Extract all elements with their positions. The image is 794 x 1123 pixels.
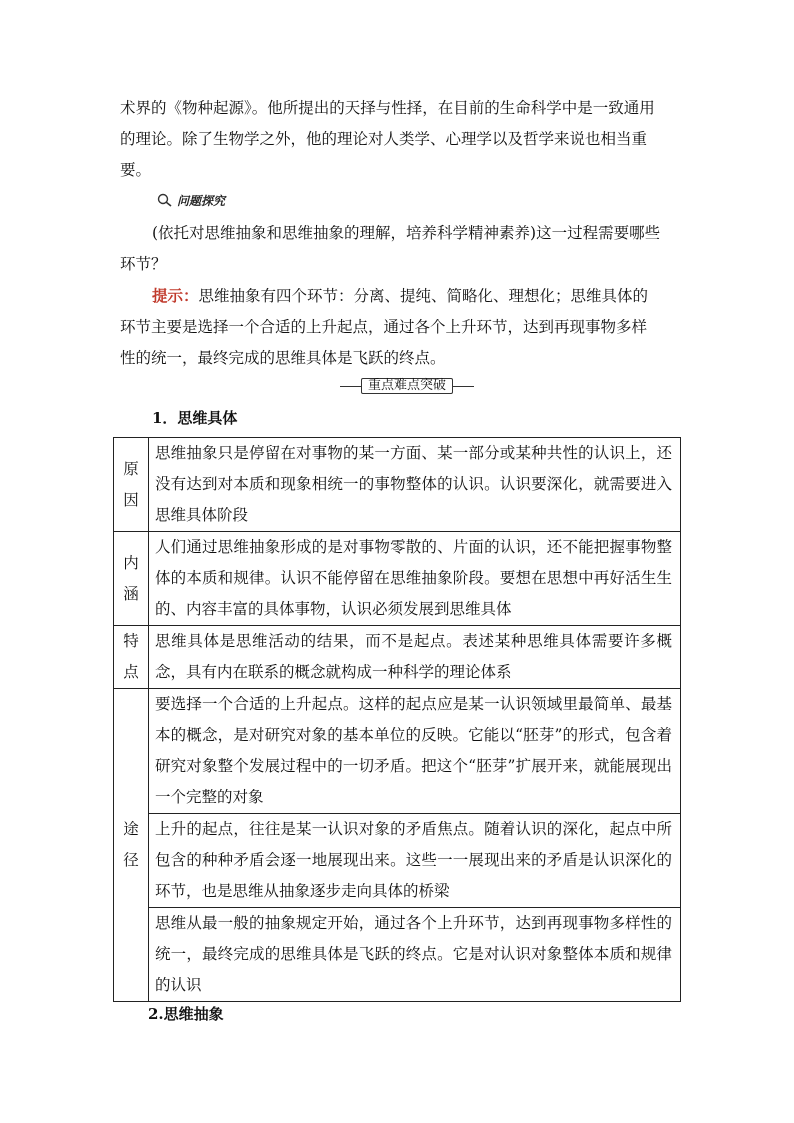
table-row	[114, 908, 681, 1002]
row-content: 上升的起点，往往是某一认识对象的矛盾焦点。随着认识的深化，起点中所包含的种种矛盾会逐一地展现出来。这些一一展现出来的矛盾是认识深化的环节，也是思维从抽象逐步走向具体的桥梁	[149, 814, 681, 908]
row-label: 途径	[114, 689, 149, 1002]
table-row	[114, 689, 681, 814]
row-content: 思维具体是思维活动的结果，而不是起点。表述某种思维具体需要许多概念，具有内在联系的概念就构成一种科学的理论体系	[149, 626, 681, 689]
magnifier-icon	[157, 193, 173, 207]
row-content: 思维从最一般的抽象规定开始，通过各个上升环节，达到再现事物多样性的统一，最终完成的思维具体是飞跃的终点。它是对认识对象整体本质和规律的认识	[149, 908, 681, 1002]
row-content: 要选择一个合适的上升起点。这样的起点应是某一认识领域里最简单、最基本的概念，是对研究对象的基本单位的反映。它能以“胚芽”的形式，包含着研究对象整个发展过程中的一切矛盾。把这个“胚芽”扩展开来，就能展现出一个完整的对象	[149, 689, 681, 814]
table-row	[114, 438, 681, 532]
section-title: 2.思维抽象	[148, 1005, 224, 1023]
hint-paragraph	[120, 280, 680, 374]
table-row	[114, 814, 681, 908]
table-row	[114, 626, 681, 689]
hint-line: 性的统一，最终完成的思维具体是飞跃的终点。	[120, 349, 446, 367]
intro-line: 要。	[120, 161, 152, 179]
row-content: 人们通过思维抽象形成的是对事物零散的、片面的认识，还不能把握事物整体的本质和规律。认识不能停留在思维抽象阶段。要想在思想中再好活生生的、内容丰富的具体事物，认识必须发展到思维具体	[149, 532, 681, 626]
concept-table	[113, 437, 681, 1002]
question-paragraph	[120, 218, 680, 280]
problem-probe-heading	[157, 191, 225, 209]
intro-paragraph	[120, 93, 680, 186]
row-label: 原因	[114, 438, 149, 532]
intro-line: 术界的《物种起源》。他所提出的天择与性择，在目前的生命科学中是一致通用	[120, 99, 655, 117]
table-row	[114, 532, 681, 626]
banner-label: 重点难点突破	[361, 378, 453, 394]
question-line: 环节？	[120, 255, 167, 273]
hint-line: 环节主要是选择一个合适的上升起点，通过各个上升环节，达到再现事物多样	[120, 318, 648, 336]
hint-text: 思维抽象有四个环节：分离、提纯、简略化、理想化；思维具体的	[198, 287, 649, 305]
intro-line: 的理论。除了生物学之外，他的理论对人类学、心理学以及哲学来说也相当重	[120, 130, 648, 148]
hint-label: 提示：	[152, 286, 199, 305]
row-content: 思维抽象只是停留在对事物的某一方面、某一部分或某种共性的认识上，还没有达到对本质和现象相统一的事物整体的认识。认识要深化，就需要进入思维具体阶段	[149, 438, 681, 532]
question-line: (依托对思维抽象和思维抽象的理解，培养科学精神素养)这一过程需要哪些	[152, 224, 661, 242]
hint-first-line	[120, 280, 680, 312]
row-label: 内涵	[114, 532, 149, 626]
section-title: 1．思维具体	[152, 409, 238, 427]
key-points-banner	[340, 378, 474, 394]
probe-label: 问题探究	[177, 193, 226, 208]
row-label: 特点	[114, 626, 149, 689]
